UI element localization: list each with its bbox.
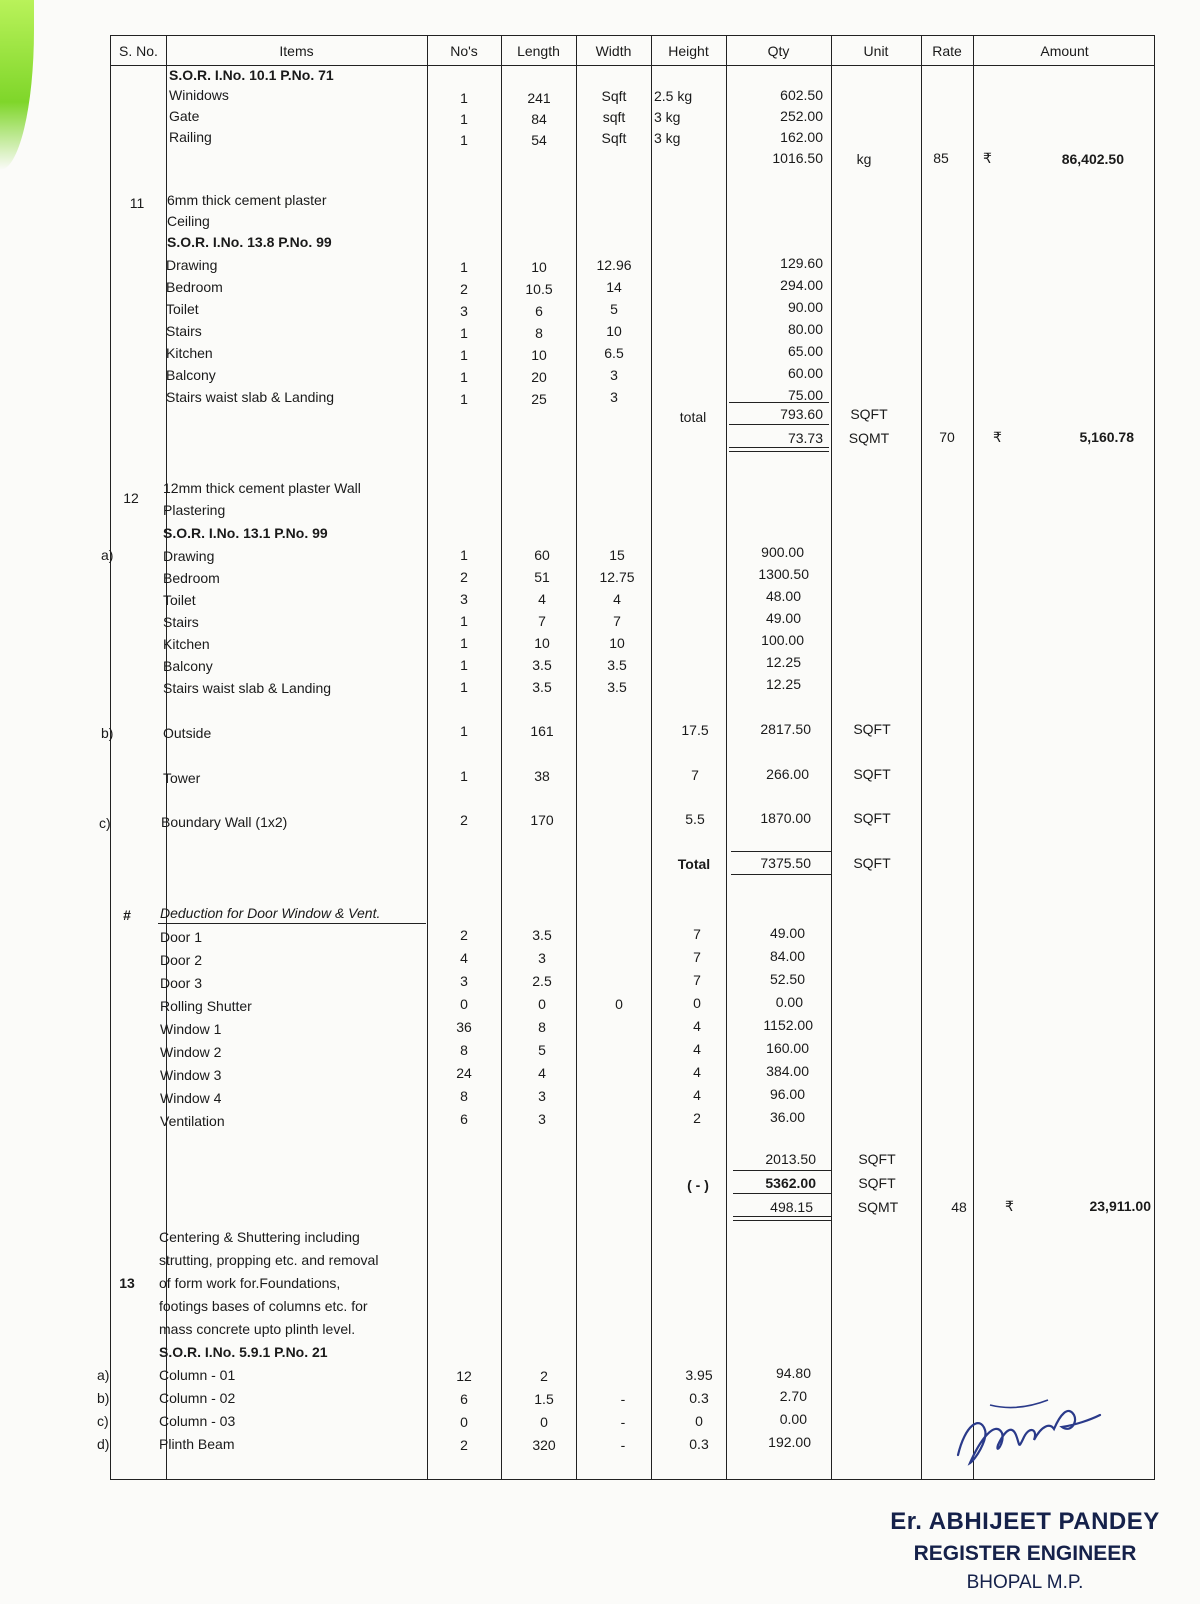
- width-value: 12.75: [599, 569, 635, 585]
- length-value: 10.5: [525, 281, 553, 297]
- height-value: 2.5 kg: [654, 88, 693, 104]
- width-value: -: [620, 1414, 626, 1430]
- length-value: 1.5: [534, 1391, 554, 1407]
- width-value: 3: [610, 367, 618, 383]
- serial-number: 13: [119, 1275, 135, 1291]
- item-name: Door 3: [160, 975, 203, 991]
- qty-value: 100.00: [761, 632, 804, 648]
- net-qty: 5362.00: [765, 1175, 816, 1191]
- item-description-line: footings bases of columns etc. for: [159, 1298, 368, 1314]
- col-divider: [427, 36, 428, 1479]
- total-sqft: 793.60: [780, 406, 823, 422]
- length-value: 3: [538, 1111, 546, 1127]
- width-value: 10: [609, 635, 625, 651]
- height-value: 4: [693, 1087, 701, 1103]
- header-qty: Qty: [767, 43, 790, 59]
- col-divider: [726, 36, 727, 1479]
- item-title: 6mm thick cement plaster: [167, 192, 327, 208]
- serial-number: 12: [123, 490, 139, 506]
- height-value: 2: [693, 1110, 701, 1126]
- nos-value: 24: [456, 1065, 472, 1081]
- height-value: 5.5: [685, 811, 705, 827]
- item-name: Door 1: [160, 929, 203, 945]
- item-name: Door 2: [160, 952, 203, 968]
- width-value: 12.96: [596, 257, 632, 273]
- col-divider: [973, 36, 974, 1479]
- nos-value: 0: [460, 1414, 468, 1430]
- rate-value: 48: [951, 1199, 967, 1215]
- header-rate: Rate: [932, 43, 962, 59]
- qty-value: 84.00: [769, 948, 805, 964]
- sub-label: c): [97, 1413, 109, 1429]
- width-value: 7: [613, 613, 621, 629]
- item-title: 12mm thick cement plaster Wall: [163, 480, 361, 496]
- item-description-line: of form work for.Foundations,: [159, 1275, 341, 1291]
- length-value: 6: [535, 303, 543, 319]
- nos-value: 0: [460, 996, 468, 1012]
- item-name: Balcony: [163, 658, 213, 674]
- item-name: Stairs waist slab & Landing: [163, 680, 332, 696]
- underline: [158, 923, 426, 924]
- qty-value: 2817.50: [760, 721, 811, 737]
- amount-value: 23,911.00: [1089, 1198, 1151, 1214]
- minus-label: ( - ): [687, 1177, 709, 1193]
- item-name: Window 4: [160, 1090, 222, 1106]
- item-name: Tower: [163, 770, 201, 786]
- nos-value: 1: [460, 679, 468, 695]
- length-value: 51: [534, 569, 550, 585]
- item-name: Drawing: [163, 548, 215, 564]
- item-description-line: strutting, propping etc. and removal: [159, 1252, 379, 1268]
- rate-value: 85: [933, 150, 949, 166]
- nos-value: 1: [460, 657, 468, 673]
- length-value: 3: [538, 1088, 546, 1104]
- item-name: Bedroom: [166, 279, 223, 295]
- nos-value: 3: [460, 303, 468, 319]
- qty-value: 49.00: [769, 925, 805, 941]
- sor-reference: S.O.R. I.No. 13.8 P.No. 99: [167, 234, 332, 250]
- width-value: sqft: [602, 109, 626, 125]
- qty-value: 48.00: [765, 588, 801, 604]
- qty-value: 36.00: [769, 1109, 805, 1125]
- rate-value: 70: [939, 429, 955, 445]
- nos-value: 2: [460, 281, 468, 297]
- estimate-table: [97, 35, 1155, 1480]
- nos-value: 1: [460, 635, 468, 651]
- underline: [733, 1216, 831, 1217]
- height-value: 7: [693, 926, 701, 942]
- length-value: 5: [538, 1042, 546, 1058]
- length-value: 3.5: [532, 657, 552, 673]
- item-name: Column - 03: [159, 1413, 236, 1429]
- item-description-line: Centering & Shuttering including: [159, 1229, 360, 1245]
- item-name: Kitchen: [166, 345, 213, 361]
- nos-value: 1: [460, 259, 468, 275]
- unit-value: SQFT: [853, 855, 891, 871]
- length-value: 241: [527, 90, 551, 106]
- total-qty: 1016.50: [772, 150, 823, 166]
- header-amount: Amount: [1040, 43, 1089, 59]
- rupee-symbol: ₹: [983, 150, 992, 166]
- qty-value: 49.00: [765, 610, 801, 626]
- nos-value: 1: [460, 613, 468, 629]
- length-value: 7: [538, 613, 546, 629]
- qty-value: 96.00: [769, 1086, 805, 1102]
- total-label: total: [679, 409, 707, 425]
- length-value: 25: [531, 391, 547, 407]
- qty-value: 65.00: [787, 343, 823, 359]
- qty-value: 192.00: [768, 1434, 811, 1450]
- width-value: 3.5: [607, 657, 627, 673]
- height-value: 7: [693, 949, 701, 965]
- nos-value: 1: [460, 391, 468, 407]
- width-value: Sqft: [601, 88, 627, 104]
- qty-value: 52.50: [769, 971, 805, 987]
- header-sno: S. No.: [119, 43, 158, 59]
- nos-value: 1: [460, 723, 468, 739]
- item-name: Outside: [163, 725, 212, 741]
- qty-value: 75.00: [787, 387, 823, 403]
- table-header: [111, 36, 1154, 66]
- qty-value: 12.25: [765, 676, 801, 692]
- col-divider: [831, 36, 832, 1479]
- item-name: Toilet: [163, 592, 196, 608]
- item-title: Plastering: [163, 502, 226, 518]
- height-value: 4: [693, 1018, 701, 1034]
- item-name: Winidows: [169, 87, 229, 103]
- underline: [729, 451, 829, 452]
- item-name: Stairs waist slab & Landing: [166, 389, 335, 405]
- nos-value: 1: [460, 132, 468, 148]
- length-value: 38: [534, 768, 550, 784]
- width-value: 3.5: [607, 679, 627, 695]
- underline: [733, 1193, 831, 1194]
- header-height: Height: [668, 43, 709, 59]
- length-value: 3.5: [532, 679, 552, 695]
- length-value: 4: [538, 1065, 546, 1081]
- qty-value: 80.00: [787, 321, 823, 337]
- sum-qty: 2013.50: [765, 1151, 816, 1167]
- amount-value: 5,160.78: [1079, 429, 1134, 445]
- nos-value: 2: [460, 927, 468, 943]
- item-description-line: mass concrete upto plinth level.: [159, 1321, 356, 1337]
- height-value: 3 kg: [654, 109, 681, 125]
- sub-label: c): [99, 815, 111, 831]
- qty-value: 602.50: [780, 87, 823, 103]
- stamp-name: Er. ABHIJEET PANDEY: [890, 1508, 1160, 1535]
- height-value: 0.3: [689, 1436, 709, 1452]
- height-value: 7: [691, 767, 699, 783]
- sub-label: b): [101, 725, 114, 741]
- underline: [729, 402, 829, 403]
- length-value: 170: [530, 812, 554, 828]
- nos-value: 1: [460, 347, 468, 363]
- nos-value: 6: [460, 1391, 468, 1407]
- qty-value: 94.80: [775, 1365, 811, 1381]
- nos-value: 1: [460, 768, 468, 784]
- item-name: Rolling Shutter: [160, 998, 252, 1014]
- width-value: 5: [610, 301, 618, 317]
- nos-value: 1: [460, 547, 468, 563]
- underline: [733, 1220, 831, 1221]
- item-name: Column - 02: [159, 1390, 236, 1406]
- item-name: Window 3: [160, 1067, 222, 1083]
- item-name: Column - 01: [159, 1367, 236, 1383]
- height-value: 7: [693, 972, 701, 988]
- height-value: 4: [693, 1041, 701, 1057]
- length-value: 10: [534, 635, 550, 651]
- total-qty: 7375.50: [760, 855, 811, 871]
- qty-value: 2.70: [779, 1388, 807, 1404]
- length-value: 10: [531, 347, 547, 363]
- col-divider: [501, 36, 502, 1479]
- amount-value: 86,402.50: [1061, 151, 1124, 167]
- unit-value: kg: [856, 151, 872, 167]
- height-value: 0.3: [689, 1390, 709, 1406]
- qty-value: 90.00: [787, 299, 823, 315]
- nos-value: 2: [460, 569, 468, 585]
- qty-value: 1300.50: [758, 566, 809, 582]
- height-value: 3.95: [685, 1367, 713, 1383]
- width-value: 4: [613, 591, 621, 607]
- length-value: 54: [531, 132, 547, 148]
- unit-value: SQFT: [853, 810, 891, 826]
- item-name: Gate: [169, 108, 200, 124]
- width-value: -: [620, 1391, 626, 1407]
- unit-sqmt: SQMT: [848, 430, 890, 446]
- underline: [729, 447, 829, 448]
- nos-value: 1: [460, 90, 468, 106]
- item-name: Kitchen: [163, 636, 210, 652]
- unit-value: SQMT: [857, 1199, 899, 1215]
- sub-label: b): [97, 1390, 110, 1406]
- sor-reference: S.O.R. I.No. 13.1 P.No. 99: [163, 525, 328, 541]
- item-name: Drawing: [166, 257, 218, 273]
- length-value: 2.5: [532, 973, 552, 989]
- signature-image: [950, 1385, 1110, 1475]
- underline: [733, 1170, 831, 1171]
- height-value: 4: [693, 1064, 701, 1080]
- item-name: Ventilation: [160, 1113, 225, 1129]
- item-name: Toilet: [166, 301, 199, 317]
- item-name: Bedroom: [163, 570, 220, 586]
- qty-value: 160.00: [766, 1040, 809, 1056]
- qty-value: 900.00: [761, 544, 804, 560]
- unit-value: SQFT: [853, 721, 891, 737]
- height-value: 3 kg: [654, 130, 681, 146]
- sqmt-qty: 498.15: [770, 1199, 813, 1215]
- length-value: 4: [538, 591, 546, 607]
- qty-value: 384.00: [766, 1063, 809, 1079]
- sub-label: d): [97, 1436, 110, 1452]
- qty-value: 129.60: [780, 255, 823, 271]
- col-divider: [651, 36, 652, 1479]
- qty-value: 252.00: [780, 108, 823, 124]
- nos-value: 36: [456, 1019, 472, 1035]
- header-width: Width: [595, 43, 632, 59]
- total-label: Total: [677, 856, 711, 872]
- nos-value: 3: [460, 591, 468, 607]
- col-divider: [921, 36, 922, 1479]
- width-value: 14: [606, 279, 622, 295]
- item-name: Plinth Beam: [159, 1436, 235, 1452]
- length-value: 320: [532, 1437, 556, 1453]
- width-value: 15: [609, 547, 625, 563]
- height-value: 17.5: [681, 722, 709, 738]
- height-value: 0: [693, 995, 701, 1011]
- nos-value: 2: [460, 812, 468, 828]
- nos-value: 12: [456, 1368, 472, 1384]
- total-sqmt: 73.73: [787, 430, 823, 446]
- width-value: 0: [615, 996, 623, 1012]
- qty-value: 266.00: [766, 766, 809, 782]
- unit-value: SQFT: [853, 766, 891, 782]
- sor-reference: S.O.R. I.No. 5.9.1 P.No. 21: [159, 1344, 328, 1360]
- nos-value: 2: [460, 1437, 468, 1453]
- qty-value: 1870.00: [760, 810, 811, 826]
- length-value: 84: [531, 111, 547, 127]
- length-value: 3: [538, 950, 546, 966]
- underline: [729, 424, 829, 425]
- green-corner-decoration: [0, 0, 34, 170]
- item-name: Window 1: [160, 1021, 222, 1037]
- length-value: 8: [538, 1019, 546, 1035]
- nos-value: 6: [460, 1111, 468, 1127]
- width-value: -: [620, 1437, 626, 1453]
- unit-value: SQFT: [858, 1175, 896, 1191]
- unit-value: SQFT: [858, 1151, 896, 1167]
- nos-value: 1: [460, 111, 468, 127]
- width-value: 3: [610, 389, 618, 405]
- nos-value: 1: [460, 369, 468, 385]
- deduction-title: Deduction for Door Window & Vent.: [160, 905, 381, 921]
- width-value: Sqft: [601, 130, 627, 146]
- serial-number: 11: [129, 195, 145, 211]
- item-subtitle: Ceiling: [167, 213, 210, 229]
- header-items: Items: [279, 43, 314, 59]
- length-value: 8: [535, 325, 543, 341]
- length-value: 10: [531, 259, 547, 275]
- nos-value: 4: [460, 950, 468, 966]
- header-length: Length: [517, 43, 560, 59]
- nos-value: 8: [460, 1088, 468, 1104]
- length-value: 161: [530, 723, 554, 739]
- stamp-title: REGISTER ENGINEER: [913, 1542, 1137, 1565]
- height-value: 0: [695, 1413, 703, 1429]
- header-nos: No's: [450, 43, 478, 59]
- sor-reference: S.O.R. I.No. 10.1 P.No. 71: [169, 67, 334, 83]
- rupee-symbol: ₹: [1005, 1198, 1014, 1214]
- width-value: 6.5: [604, 345, 624, 361]
- underline: [731, 851, 831, 852]
- length-value: 2: [540, 1368, 548, 1384]
- item-name: Stairs: [163, 614, 199, 630]
- qty-value: 294.00: [780, 277, 823, 293]
- unit-sqft: SQFT: [850, 406, 888, 422]
- qty-value: 162.00: [780, 129, 823, 145]
- sub-label: a): [97, 1367, 110, 1383]
- length-value: 0: [540, 1414, 548, 1430]
- nos-value: 1: [460, 325, 468, 341]
- hash-marker: #: [123, 907, 131, 923]
- length-value: 3.5: [532, 927, 552, 943]
- qty-value: 60.00: [787, 365, 823, 381]
- col-divider: [576, 36, 577, 1479]
- stamp-city: BHOPAL M.P.: [966, 1572, 1084, 1593]
- item-name: Stairs: [166, 323, 202, 339]
- qty-value: 12.25: [765, 654, 801, 670]
- item-name: Window 2: [160, 1044, 222, 1060]
- underline: [731, 874, 831, 875]
- header-unit: Unit: [863, 43, 889, 59]
- item-name: Balcony: [166, 367, 216, 383]
- qty-value: 1152.00: [763, 1017, 813, 1033]
- sub-label: a): [101, 547, 114, 563]
- qty-value: 0.00: [775, 994, 803, 1010]
- nos-value: 8: [460, 1042, 468, 1058]
- qty-value: 0.00: [779, 1411, 807, 1427]
- item-name: Railing: [169, 129, 212, 145]
- nos-value: 3: [460, 973, 468, 989]
- rupee-symbol: ₹: [993, 429, 1002, 445]
- length-value: 20: [531, 369, 547, 385]
- length-value: 60: [534, 547, 550, 563]
- item-name: Boundary Wall (1x2): [161, 814, 288, 830]
- width-value: 10: [606, 323, 622, 339]
- length-value: 0: [538, 996, 546, 1012]
